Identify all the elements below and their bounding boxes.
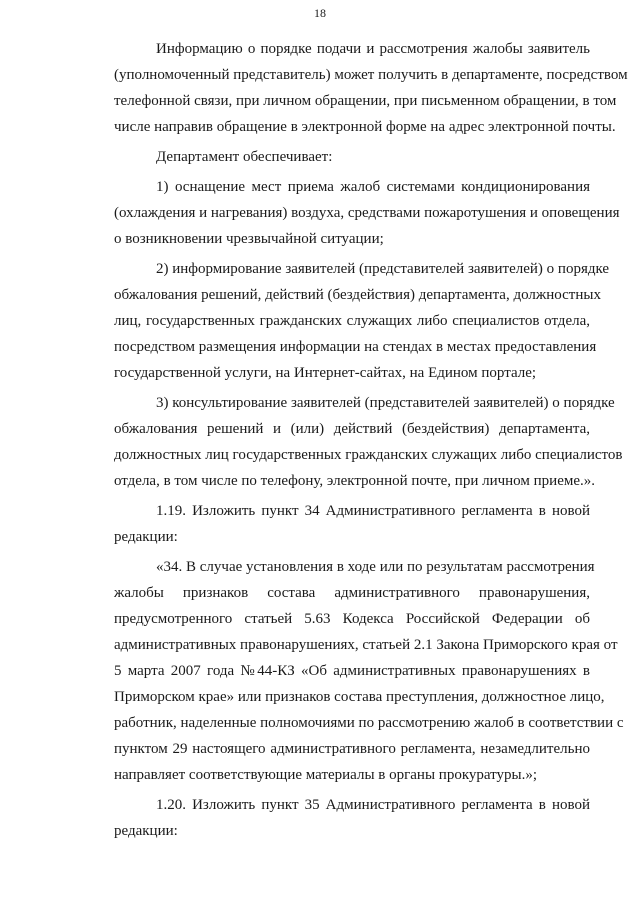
text-line: посредством размещения информации на стендах в местах предоставления [114,339,597,355]
text-line: 2) информирование заявителей (представителей заявителей) о порядке [156,261,610,277]
text-line: редакции: [114,823,178,839]
text-line: телефонной связи, при личном обращении, при письменном обращении, в том [114,93,617,109]
text-line: обжалования решений и (или) действий (бездействия) департамента, [114,421,590,437]
text-line: должностных лиц государственных гражданских служащих либо специалистов [114,447,623,463]
text-line: Приморском крае» или признаков состава преступления, должностное лицо, [114,689,605,705]
paragraph-item-1 [72,174,620,252]
text-line: работник, наделенные полномочиями по рассмотрению жалоб в соответствии с [114,715,624,731]
text-line: пунктом 29 настоящего административного регламента, незамедлительно [114,741,590,757]
text-line: направляет соответствующие материалы в органы прокуратуры.»; [114,767,538,783]
text-line: редакции: [114,529,178,545]
text-line: Информацию о порядке подачи и рассмотрения жалобы заявитель [156,41,590,57]
text-line: лиц, государственных гражданских служащих либо специалистов отдела, [114,313,590,329]
text-line: 1.19. Изложить пункт 34 Административного регламента в новой [156,503,590,519]
text-line: числе направив обращение в электронной форме на адрес электронной почты. [114,119,616,135]
page-number: 18 [314,6,326,20]
text-line: Департамент обеспечивает: [156,149,333,165]
text-line: (охлаждения и нагревания) воздуха, средствами пожаротушения и оповещения [114,205,620,221]
text-line: 5 марта 2007 года №44-КЗ «Об административных правонарушениях в [114,663,590,679]
text-line: «34. В случае установления в ходе или по результатам рассмотрения [156,559,595,575]
text-line: государственной услуги, на Интернет-сайтах, на Едином портале; [114,365,537,381]
paragraph-item-3 [72,390,623,494]
text-line: предусмотренного статьей 5.63 Кодекса Российской Федерации об [114,611,590,627]
text-line: 3) консультирование заявителей (представителей заявителей) о порядке [156,395,615,411]
text-line: (уполномоченный представитель) может получить в департаменте, посредством [114,67,628,83]
document-body [72,36,628,844]
paragraph-item-2 [72,256,610,386]
text-line: о возникновении чрезвычайной ситуации; [114,231,384,247]
paragraph-department-provides [72,144,590,170]
text-line: 1.20. Изложить пункт 35 Административного регламента в новой [156,797,590,813]
text-line: 1) оснащение мест приема жалоб системами кондиционирования [156,179,590,195]
paragraph-complaint-info [72,36,628,140]
text-line: административных правонарушениях, статьей 2.1 Закона Приморского края от [114,637,618,653]
text-line: обжалования решений, действий (бездействия) департамента, должностных [114,287,601,303]
text-line: жалобы признаков состава административного правонарушения, [114,585,590,601]
paragraph-1-19 [72,498,590,550]
text-line: отдела, в том числе по телефону, электронной почте, при личном приеме.». [114,473,595,489]
paragraph-1-20 [72,792,590,844]
paragraph-point-34 [72,554,624,788]
